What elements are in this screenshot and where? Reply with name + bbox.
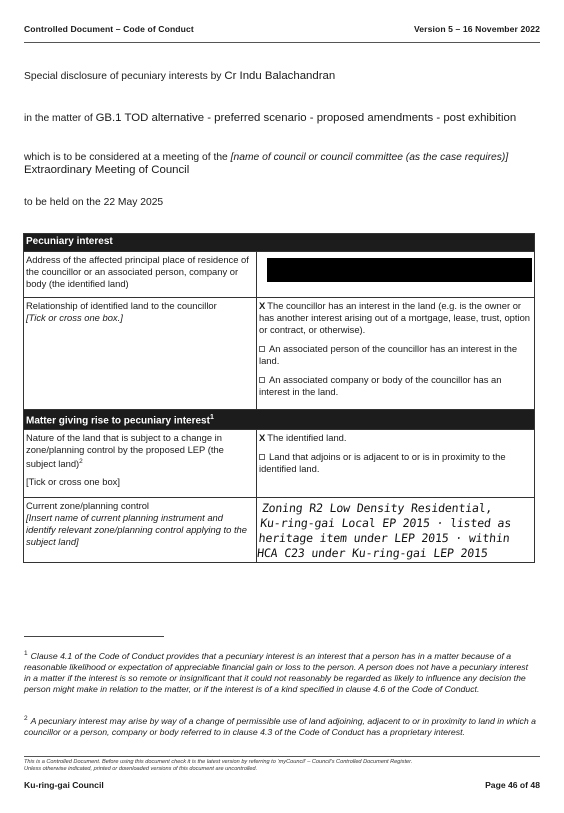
relationship-label: Relationship of identified land to the councillor bbox=[26, 300, 217, 311]
address-label: Address of the affected principal place of residence of the councillor or an associated person, company or body (the identified land) bbox=[24, 252, 257, 298]
checkbox-icon bbox=[259, 377, 265, 383]
date-line bbox=[24, 197, 540, 209]
footer-divider bbox=[24, 756, 540, 757]
meeting-prefix: which is to be considered at a meeting of the bbox=[24, 152, 228, 163]
meeting-date: 22 May 2025 bbox=[103, 197, 164, 208]
header-document-title: Controlled Document – Code of Conduct bbox=[24, 24, 194, 34]
meeting-line bbox=[24, 152, 540, 177]
nature-note: [Tick or cross one box] bbox=[26, 476, 120, 488]
footnote-1: $^1$ Clause 4.1 of the Code of Conduct provides that a pecuniary interest is an interest that a person has in a matter because of a reasonable likelihood or expectation of appreciable financial gain or loss to the person. A person does not have a pecuniary interest in a matter if the interest is so remote or insignificant that it could not reasonably be regarded as likely to influence any decision the person might make in relation to the matter, or if the interest is of a kind specified in clause 4.6 of the Code of Conduct. bbox=[24, 650, 529, 694]
matter-title: GB.1 TOD alternative - preferred scenario - proposed amendments - post exhibition bbox=[95, 112, 517, 124]
meeting-name: Extraordinary Meeting of Council bbox=[24, 164, 190, 176]
header-divider bbox=[24, 42, 540, 43]
footnote-divider bbox=[24, 636, 164, 637]
meeting-instruction: [name of council or council committee (as the case requires)] bbox=[230, 152, 509, 163]
cross-mark-icon: X bbox=[259, 432, 266, 444]
section-title: Matter giving rise to pecuniary interest$^1$ bbox=[24, 410, 535, 430]
zone-handwritten-entry: Zoning R2 Low Density Residential, Ku-ring-gai Local EP 2015 · listed as heritage item under LEP 2015 · within HCA C23 under Ku-ring-gai LEP 2015 bbox=[253, 498, 538, 563]
relationship-option[interactable]: An associated company or body of the councillor has an interest in the land. bbox=[259, 374, 502, 397]
table-row-address bbox=[24, 252, 535, 298]
header-version: Version 5 – 16 November 2022 bbox=[413, 24, 540, 34]
relationship-option[interactable]: X The councillor has an interest in the land (e.g. is the owner or has another interest arising out of a mortgage, lease, trust, option or contract, or otherwise). bbox=[259, 300, 530, 335]
matter-line bbox=[24, 112, 540, 125]
zone-label: Current zone/planning control bbox=[26, 500, 149, 512]
checkbox-icon bbox=[259, 454, 265, 460]
page-footer bbox=[24, 780, 540, 790]
redacted-address bbox=[267, 258, 532, 282]
zone-note: [Insert name of current planning instrument and identify relevant zone/planning control applying to the subject land] bbox=[26, 512, 247, 548]
date-prefix: to be held on the bbox=[24, 197, 101, 208]
table-row-relationship bbox=[24, 298, 535, 410]
footer-organisation: Ku-ring-gai Council bbox=[24, 780, 104, 790]
controlled-document-note: This is a Controlled Document. Before using this document check it is the latest version by referring to ‘myCouncil’ – Council’s Controlled Document Register. Unless otherwise indicated, printed or downloaded versions of this document are uncontrolled. bbox=[24, 759, 413, 772]
relationship-label-cell bbox=[24, 298, 257, 410]
matter-prefix: in the matter of bbox=[24, 113, 93, 124]
pecuniary-interest-table bbox=[23, 233, 535, 563]
page-number: Page 46 of 48 bbox=[485, 780, 540, 790]
section-title: Pecuniary interest bbox=[24, 234, 535, 252]
nature-label-cell: Nature of the land that is subject to a change in zone/planning control by the proposed LEP (the subject land)$^2$ [Tick or cross one box] bbox=[24, 430, 257, 498]
councillor-name: Cr Indu Balachandran bbox=[224, 70, 336, 82]
nature-option[interactable]: Land that adjoins or is adjacent to or is in proximity to the identified land. bbox=[259, 451, 506, 475]
relationship-option[interactable]: An associated person of the councillor has an interest in the land. bbox=[259, 343, 518, 366]
address-value-cell bbox=[257, 252, 535, 298]
footnote-2: $^2$ A pecuniary interest may arise by way of a change of permissible use of land adjoining, adjacent to or in proximity to land in which a councillor or a person, company or body referred to in clause 4.3 of the Code of Conduct has a proprietary interest. bbox=[24, 715, 536, 737]
disclosure-line bbox=[24, 70, 540, 83]
relationship-options-cell bbox=[257, 298, 535, 410]
section-header-matter bbox=[24, 410, 535, 430]
cross-mark-icon: X bbox=[259, 300, 266, 311]
page-header bbox=[24, 24, 540, 34]
disclosure-prefix: Special disclosure of pecuniary interests by bbox=[24, 71, 222, 82]
nature-option[interactable]: X The identified land. bbox=[259, 432, 347, 444]
nature-options-cell bbox=[257, 430, 535, 498]
table-row-current-zone bbox=[24, 498, 535, 563]
checkbox-icon bbox=[259, 346, 265, 352]
zone-label-cell bbox=[24, 498, 257, 563]
nature-label: Nature of the land that is subject to a change in zone/planning control by the proposed LEP (the subject land) bbox=[26, 432, 224, 470]
table-row-nature-of-land bbox=[24, 430, 535, 498]
section-header-pecuniary-interest bbox=[24, 234, 535, 252]
relationship-note: [Tick or cross one box.] bbox=[26, 312, 123, 323]
